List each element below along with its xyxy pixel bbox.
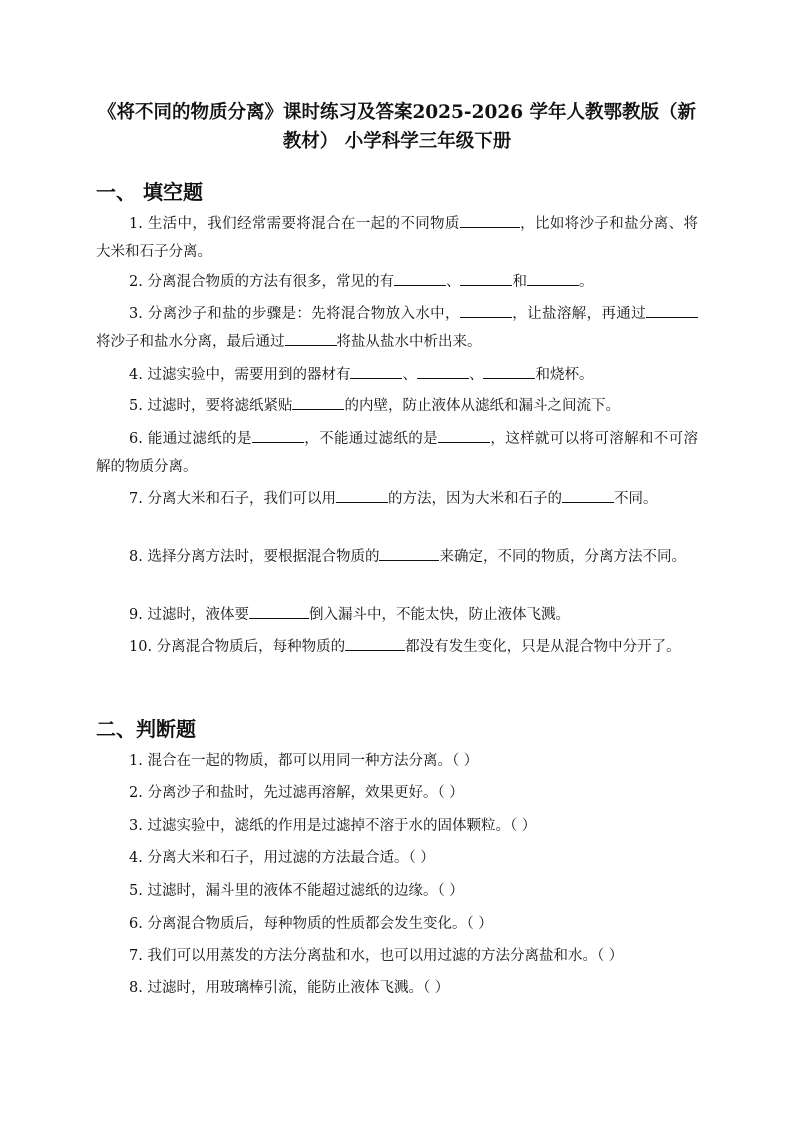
question-number: 6. bbox=[129, 431, 143, 447]
question-text: 分离混合物质后，每种物质的 bbox=[156, 639, 346, 655]
answer-blank bbox=[527, 270, 579, 286]
answer-blank bbox=[460, 302, 512, 318]
answer-blank bbox=[394, 270, 446, 286]
judge-question-6: 6. 分离混合物质后，每种物质的性质都会发生变化。（ ） bbox=[129, 916, 493, 932]
judge-question-8: 8. 过滤时，用玻璃棒引流，能防止液体飞溅。（ ） bbox=[129, 980, 450, 996]
question-number: 3. bbox=[129, 306, 143, 322]
question-text: 和 bbox=[512, 274, 527, 290]
question-number: 5. bbox=[129, 398, 143, 414]
answer-blank bbox=[483, 363, 535, 379]
question-text: 、 bbox=[468, 367, 484, 383]
answer-blank bbox=[292, 394, 344, 410]
question-text: 生活中，我们经常需要将混合在一起的不同物质 bbox=[147, 216, 460, 232]
question-text: 不同。 bbox=[613, 491, 658, 507]
question-text: 、 bbox=[402, 367, 417, 383]
question-text: 倒入漏斗中，不能太快，防止液体飞溅。 bbox=[308, 607, 570, 623]
answer-blank bbox=[379, 545, 439, 561]
question-text: 能通过滤纸的是 bbox=[147, 431, 252, 447]
judge-question-7: 7. 我们可以用蒸发的方法分离盐和水，也可以用过滤的方法分离盐和水。（ ） bbox=[129, 948, 624, 964]
question-text: 、 bbox=[445, 274, 461, 290]
fill-question-3 bbox=[96, 300, 698, 356]
judge-question-1: 1. 混合在一起的物质，都可以用同一种方法分离。（ ） bbox=[129, 753, 479, 769]
answer-blank bbox=[460, 270, 512, 286]
fill-question-1 bbox=[96, 210, 698, 266]
fill-question-10 bbox=[96, 633, 698, 661]
answer-blank bbox=[646, 302, 698, 318]
question-number: 2. bbox=[129, 274, 143, 290]
fill-question-6 bbox=[96, 425, 698, 481]
fill-question-2 bbox=[96, 268, 698, 296]
page-title: 《将不同的物质分离》课时练习及答案2025-2026 学年人教鄂教版（新教材） 小学科学三年级下册 bbox=[97, 102, 697, 152]
fill-question-8 bbox=[96, 543, 698, 571]
judge-question-5: 5. 过滤时，漏斗里的液体不能超过滤纸的边缘。（ ） bbox=[129, 883, 464, 899]
question-text: ，让盐溶解，再通过 bbox=[511, 306, 647, 322]
answer-blank bbox=[562, 487, 614, 503]
judge-question-2: 2. 分离沙子和盐时，先过滤再溶解，效果更好。（ ） bbox=[129, 785, 464, 801]
question-text: 的内壁，防止液体从滤纸和漏斗之间流下。 bbox=[344, 398, 620, 414]
question-text: 过滤时，液体要 bbox=[147, 607, 249, 623]
question-number: 10. bbox=[129, 639, 153, 655]
question-text: 分离大米和石子，我们可以用 bbox=[147, 491, 336, 507]
answer-blank bbox=[438, 427, 490, 443]
question-text: ，比如将沙子和盐分离、将大米和石子分离。 bbox=[96, 216, 699, 260]
judge-question-4: 4. 分离大米和石子，用过滤的方法最合适。（ ） bbox=[129, 850, 435, 866]
question-text: 都没有发生变化，只是从混合物中分开了。 bbox=[405, 639, 681, 655]
question-text: 。 bbox=[578, 274, 594, 290]
question-number: 1. bbox=[129, 216, 143, 232]
answer-blank bbox=[285, 330, 337, 346]
question-number: 9. bbox=[129, 607, 143, 623]
question-number: 7. bbox=[129, 491, 143, 507]
question-text: 分离沙子和盐的步骤是：先将混合物放入水中， bbox=[147, 306, 460, 322]
fill-question-4 bbox=[96, 361, 698, 389]
question-text: 来确定，不同的物质，分离方法不同。 bbox=[439, 549, 686, 565]
judge-question-3: 3. 过滤实验中，滤纸的作用是过滤掉不溶于水的固体颗粒。（ ） bbox=[129, 818, 537, 834]
section-heading-true-false: 二、判断题 bbox=[96, 717, 196, 741]
question-number: 4. bbox=[129, 367, 143, 383]
fill-question-5 bbox=[96, 392, 698, 420]
section-heading-fill-in: 一、 填空题 bbox=[96, 180, 203, 204]
question-text: 过滤实验中，需要用到的器材有 bbox=[147, 367, 351, 383]
answer-blank bbox=[350, 363, 402, 379]
question-text: ，不能通过滤纸的是 bbox=[303, 431, 438, 447]
question-text: 将盐从盐水中析出来。 bbox=[336, 334, 482, 350]
fill-question-9 bbox=[96, 601, 698, 629]
question-text: 分离混合物质的方法有很多，常见的有 bbox=[147, 274, 394, 290]
question-text: 将沙子和盐水分离，最后通过 bbox=[96, 334, 285, 350]
answer-blank bbox=[249, 603, 309, 619]
question-text: 过滤时，要将滤纸紧贴 bbox=[147, 398, 293, 414]
answer-blank bbox=[336, 487, 388, 503]
question-number: 8. bbox=[129, 549, 143, 565]
fill-question-7 bbox=[96, 485, 698, 513]
answer-blank bbox=[417, 363, 469, 379]
question-text: 的方法，因为大米和石子的 bbox=[387, 491, 562, 507]
answer-blank bbox=[460, 212, 520, 228]
question-text: 和烧杯。 bbox=[535, 367, 594, 383]
answer-blank bbox=[252, 427, 304, 443]
answer-blank bbox=[345, 635, 405, 651]
question-text: ，这样就可以将可溶解和不可溶解的物质分离。 bbox=[96, 431, 699, 475]
question-text: 选择分离方法时，要根据混合物质的 bbox=[147, 549, 380, 565]
